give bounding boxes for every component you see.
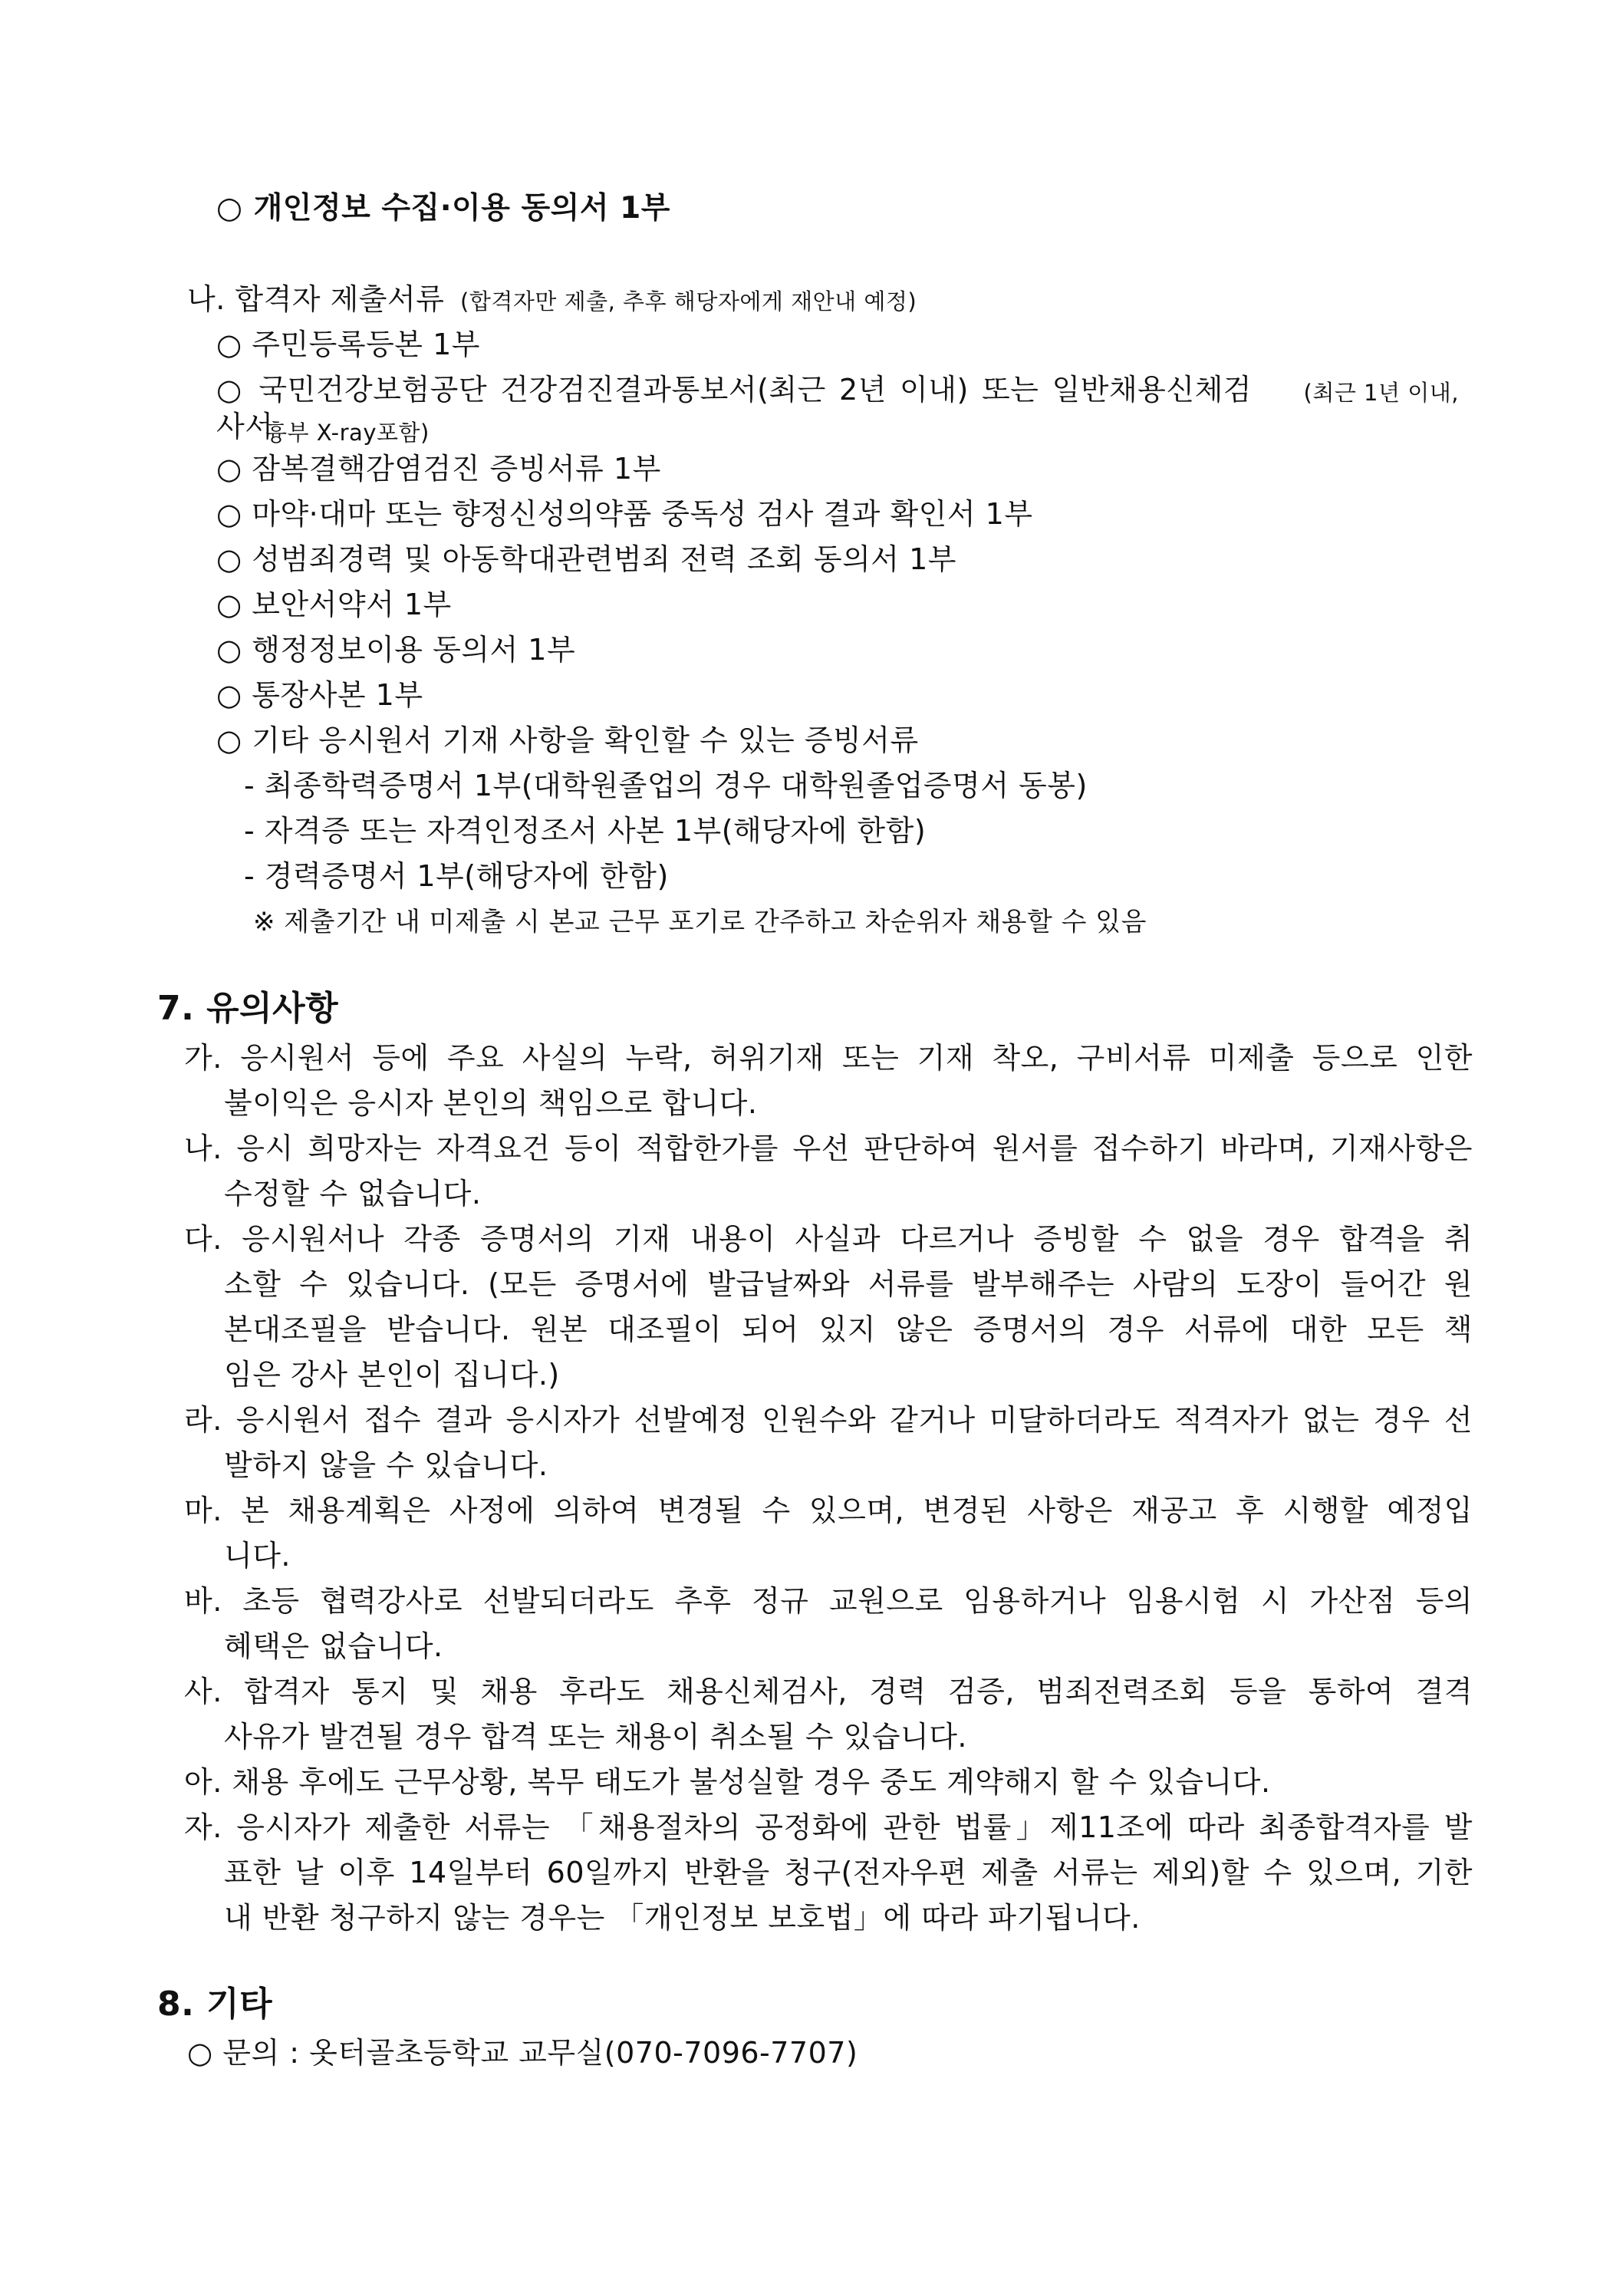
passer-doc-item-health-main: ○ 국민건강보험공단 건강검진결과통보서(최근 2년 이내) 또는 일반채용신체검사서 — [216, 373, 1252, 443]
passer-doc-sub-item: - 경력증명서 1부(해당자에 한함) — [244, 859, 669, 893]
notice-line: 마. 본 채용계획은 사정에 의하여 변경될 수 있으며, 변경된 사항은 재공고 후 시행할 예정입 — [184, 1494, 1473, 1527]
notice-line: 자. 응시자가 제출한 서류는 「채용절차의 공정화에 관한 법률」제11조에 따라 최종합격자를 발 — [184, 1810, 1473, 1844]
passer-docs-title-note: (합격자만 제출, 추후 해당자에게 재안내 예정) — [460, 288, 917, 315]
passer-doc-item: ○ 행정정보이용 동의서 1부 — [216, 633, 576, 667]
passer-doc-sub-item: - 최종학력증명서 1부(대학원졸업의 경우 대학원졸업증명서 동봉) — [244, 769, 1088, 802]
passer-doc-item: ○ 잠복결핵감염검진 증빙서류 1부 — [216, 452, 661, 486]
notice-line: 내 반환 청구하지 않는 경우는 「개인정보 보호법」에 따라 파기됩니다. — [224, 1901, 1141, 1935]
passer-doc-item: ○ 보안서약서 1부 — [216, 588, 452, 621]
notice-line: 수정할 수 없습니다. — [224, 1177, 482, 1211]
passer-doc-item: ○ 마약·대마 또는 향정신성의약품 중독성 검사 결과 확인서 1부 — [216, 497, 1033, 531]
notice-line: 사. 합격자 통지 및 채용 후라도 채용신체검사, 경력 검증, 범죄전력조회 등을 통하여 결격 — [184, 1675, 1473, 1708]
notice-line: 본대조필을 받습니다. 원본 대조필이 되어 있지 않은 증명서의 경우 서류에 대한 모든 책 — [224, 1313, 1473, 1346]
passer-docs-note: ※ 제출기간 내 미제출 시 본교 근무 포기로 간주하고 차순위자 채용할 수 있음 — [253, 907, 1147, 937]
notice-line: 불이익은 응시자 본인의 책임으로 합니다. — [224, 1086, 758, 1120]
notice-line: 사유가 발견될 경우 합격 또는 채용이 취소될 수 있습니다. — [224, 1720, 967, 1754]
passer-docs-heading — [187, 281, 917, 320]
notice-line: 나. 응시 희망자는 자격요건 등이 적합한가를 우선 판단하여 원서를 접수하기 바라며, 기재사항은 — [184, 1132, 1473, 1165]
notice-line: 바. 초등 협력강사로 선발되더라도 추후 정규 교원으로 임용하거나 임용시험 시 가산점 등의 — [184, 1584, 1473, 1618]
notice-line: 니다. — [224, 1539, 291, 1573]
notice-line: 다. 응시원서나 각종 증명서의 기재 내용이 사실과 다르거나 증빙할 수 없을 경우 합격을 취 — [184, 1222, 1473, 1256]
doc-item-privacy-consent: ○ 개인정보 수집·이용 동의서 1부 — [216, 191, 670, 226]
notice-line: 소할 수 있습니다. (모든 증명서에 발급날짜와 서류를 발부해주는 사람의 도장이 들어간 원 — [224, 1267, 1473, 1301]
passer-docs-title: 나. 합격자 제출서류 — [187, 282, 445, 316]
section-8-heading: 8. 기타 — [157, 1985, 273, 2024]
notice-line: 임은 강사 본인이 집니다.) — [224, 1358, 560, 1392]
notice-line: 발하지 않을 수 있습니다. — [224, 1448, 548, 1482]
notice-line: 아. 채용 후에도 근무상황, 복무 태도가 불성실할 경우 중도 계약해지 할 수 있습니다. — [184, 1765, 1271, 1799]
passer-doc-item: ○ 주민등록등본 1부 — [216, 328, 480, 361]
passer-doc-item: ○ 성범죄경력 및 아동학대관련범죄 전력 조회 동의서 1부 — [216, 542, 956, 576]
section-7-heading: 7. 유의사항 — [157, 989, 339, 1028]
passer-doc-sub-item: - 자격증 또는 자격인정조서 사본 1부(해당자에 한함) — [244, 814, 927, 848]
notice-line: 라. 응시원서 접수 결과 응시자가 선발예정 인원수와 같거나 미달하더라도 적격자가 없는 경우 선 — [184, 1403, 1473, 1437]
notice-line: 혜택은 없습니다. — [224, 1629, 443, 1663]
notice-line: 가. 응시원서 등에 주요 사실의 누락, 허위기재 또는 기재 착오, 구비서류 미제출 등으로 인한 — [184, 1041, 1473, 1075]
passer-doc-item-health-note-cont: 흉부 X-ray포함) — [265, 420, 430, 446]
passer-doc-item: ○ 기타 응시원서 기재 사항을 확인할 수 있는 증빙서류 — [216, 723, 919, 757]
notice-line: 표한 날 이후 14일부터 60일까지 반환을 청구(전자우편 제출 서류는 제외)할 수 있으며, 기한 — [224, 1856, 1473, 1889]
passer-doc-item-health-note: (최근 1년 이내, — [1303, 380, 1459, 406]
passer-doc-item: ○ 통장사본 1부 — [216, 678, 423, 712]
contact-info: ○ 문의 : 옷터골초등학교 교무실(070-7096-7707) — [187, 2036, 858, 2070]
